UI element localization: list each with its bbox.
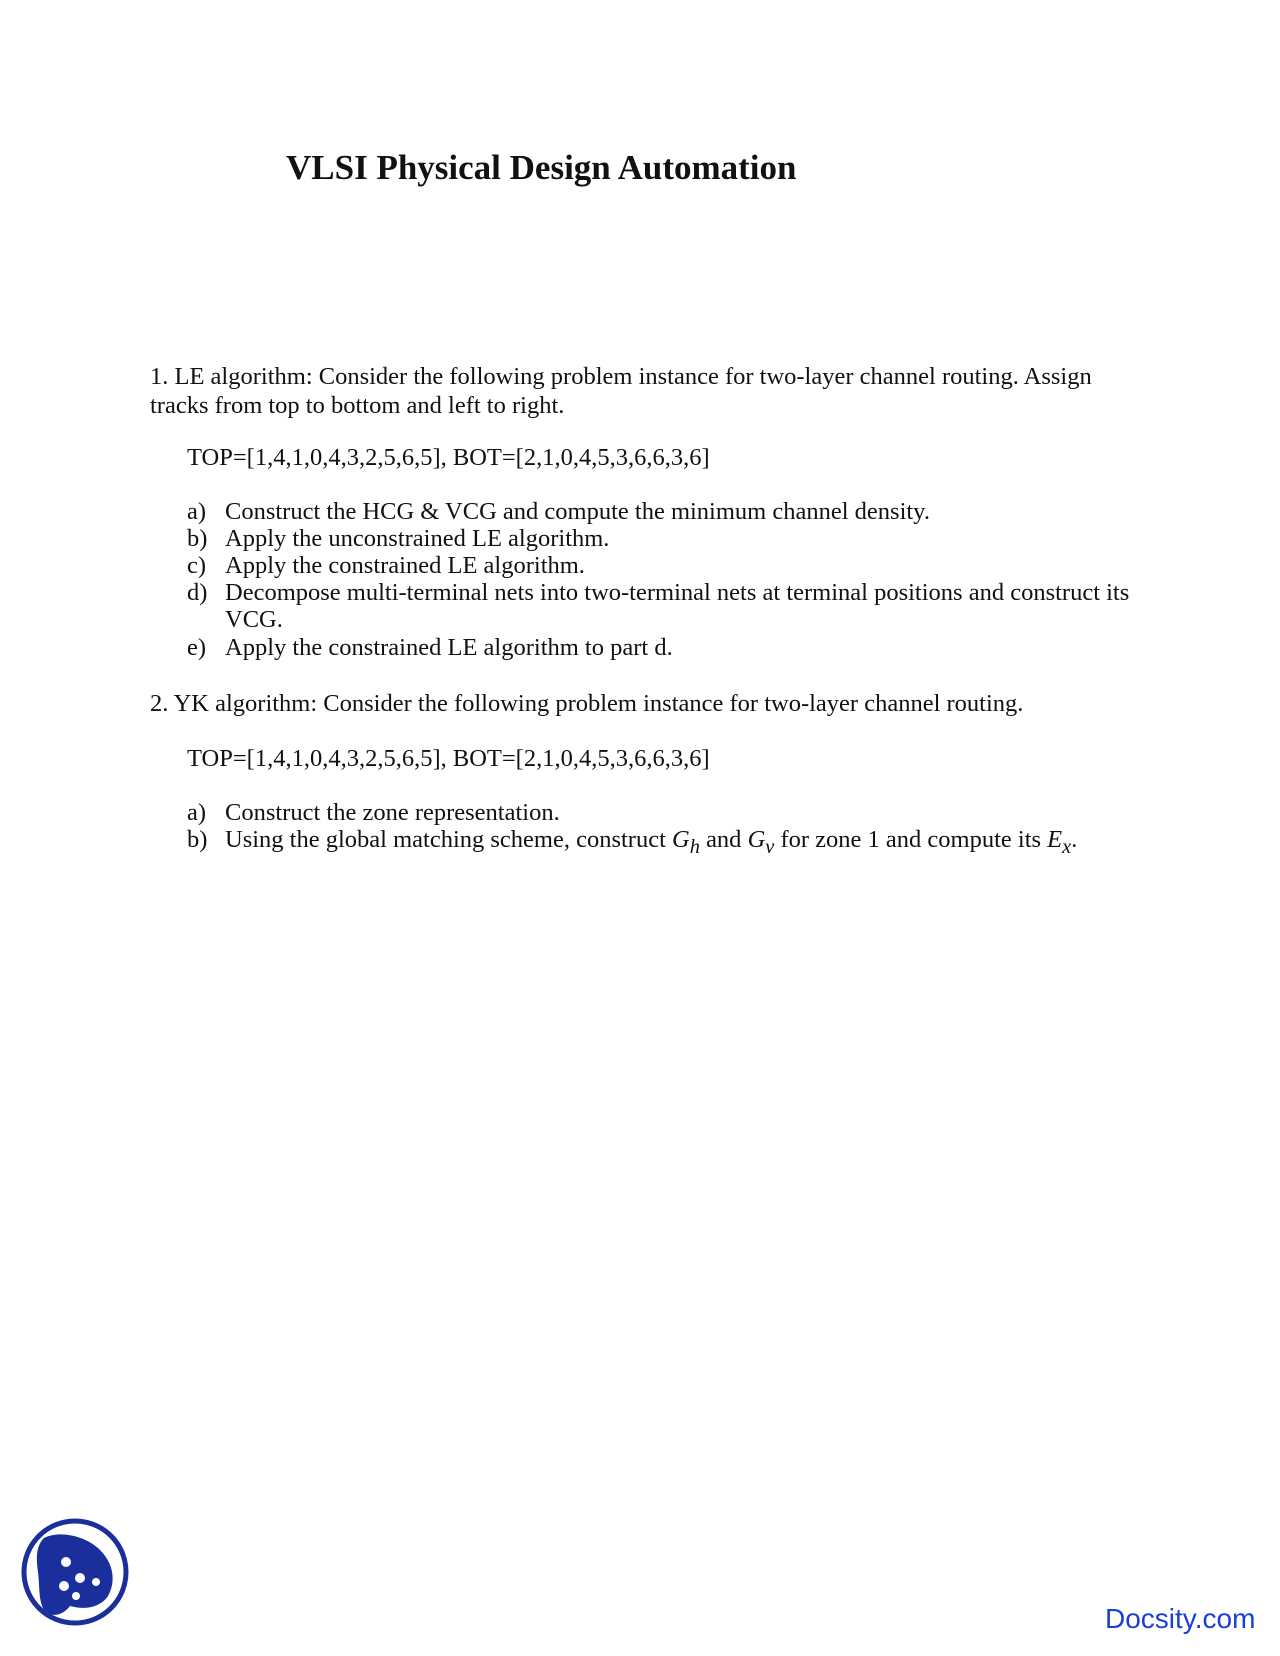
h-subscript: h bbox=[689, 835, 700, 858]
question-2-part-b bbox=[187, 826, 1152, 861]
part-text: Apply the unconstrained LE algorithm. bbox=[225, 525, 610, 552]
part-label: a) bbox=[187, 799, 207, 826]
question-1-part-c bbox=[187, 552, 1152, 579]
part-label: d) bbox=[187, 579, 208, 606]
g-symbol: G bbox=[672, 826, 690, 853]
part-text-start: Using the global matching scheme, construct bbox=[225, 826, 673, 853]
docsity-logo-icon bbox=[20, 1516, 130, 1628]
e-symbol: E bbox=[1047, 826, 1063, 853]
v-subscript: v bbox=[765, 835, 775, 858]
question-2-sequence: TOP=[1,4,1,0,4,3,2,5,6,5], BOT=[2,1,0,4,5,3,6,6,3,6] bbox=[187, 745, 710, 772]
part-text: Apply the constrained LE algorithm to part d. bbox=[225, 634, 673, 661]
part-text-middle: for zone 1 and compute its bbox=[774, 826, 1048, 853]
part-label: b) bbox=[187, 525, 208, 552]
part-label: e) bbox=[187, 634, 207, 661]
docsity-brand[interactable]: Docsity.com bbox=[1105, 1603, 1256, 1634]
question-1-part-b bbox=[187, 525, 1152, 552]
part-label: b) bbox=[187, 826, 208, 853]
and-text: and bbox=[699, 826, 748, 853]
question-1-sequence: TOP=[1,4,1,0,4,3,2,5,6,5], BOT=[2,1,0,4,5,3,6,6,3,6] bbox=[187, 444, 710, 471]
document-title: VLSI Physical Design Automation bbox=[286, 148, 797, 187]
part-label: c) bbox=[187, 552, 207, 579]
part-text bbox=[225, 826, 1152, 861]
question-1-intro: 1. LE algorithm: Consider the following problem instance for two-layer channel routing. Assign tracks from top to bottom and left to right. bbox=[150, 363, 1092, 419]
part-label: a) bbox=[187, 498, 207, 525]
period: . bbox=[1071, 826, 1078, 853]
x-subscript: x bbox=[1062, 835, 1072, 858]
question-2-part-a bbox=[187, 799, 1152, 826]
part-text: Decompose multi-terminal nets into two-terminal nets at terminal positions and construct its VCG. bbox=[225, 579, 1130, 633]
g-symbol-2: G bbox=[747, 826, 766, 853]
question-2-intro: 2. YK algorithm: Consider the following problem instance for two-layer channel routing. bbox=[150, 690, 1024, 717]
question-1-part-a bbox=[187, 498, 1152, 525]
question-1-part-d bbox=[187, 579, 1152, 633]
part-text: Apply the constrained LE algorithm. bbox=[225, 552, 585, 579]
part-text: Construct the zone representation. bbox=[225, 799, 560, 826]
part-text: Construct the HCG & VCG and compute the minimum channel density. bbox=[225, 498, 930, 525]
question-1-part-e bbox=[187, 634, 1152, 661]
